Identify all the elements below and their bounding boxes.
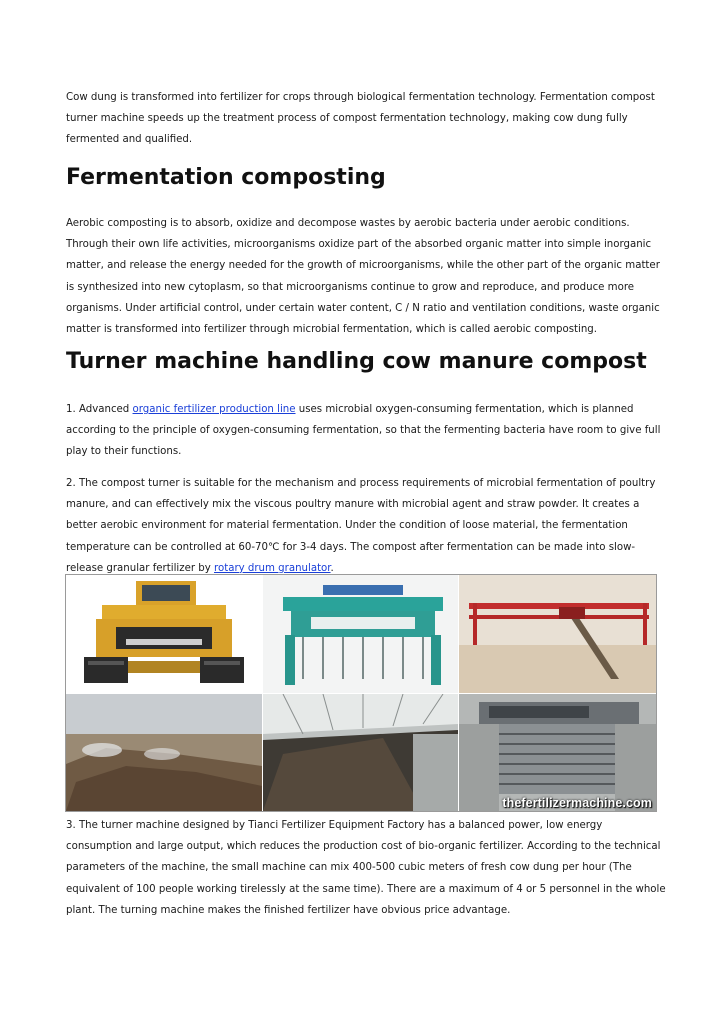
turner-paragraph-2 <box>66 473 666 579</box>
photo-green-groove-turner <box>263 575 458 693</box>
turner-paragraph-1 <box>66 399 666 463</box>
organic-fertilizer-line-link[interactable]: organic fertilizer production line <box>132 404 296 415</box>
turner-paragraph-3: 3. The turner machine designed by Tianci Fertilizer Equipment Factory has a balanced power, low energy consumption and large output, which reduces the production cost of bio-organic fertilizer. According to the technical parameters of the machine, the small machine can mix 400-500 cubic meters of fresh cow dung per hour (The equivalent of 100 people working tirelessly at the same time). There are a maximum of 4 or 5 personnel in the whole plant. The turning machine makes the finished fertilizer have obvious price advantage. <box>66 820 666 916</box>
photo-yellow-crawler-turner <box>66 575 262 693</box>
intro-paragraph: Cow dung is transformed into fertilizer for crops through biological fermentation technology. Fermentation compost turner machine speeds up the treatment process of compost fermentation technology, making cow dung fully fermented and qualified. <box>66 92 655 146</box>
photo-greenhouse-fermentation <box>263 694 458 811</box>
photo-windrow-compost <box>66 694 262 811</box>
p2-suffix: . <box>330 562 334 574</box>
fermentation-paragraph: Aerobic composting is to absorb, oxidize and decompose wastes by aerobic bacteria under aerobic conditions. Through their own life activities, microorganisms oxidize part of the absorbed organic matter into simple inorganic matter, and release the energy needed for the growth of microorganisms, while the other part of the organic matter is synthesized into new cytoplasm, so that microorganisms continue to grow and reproduce, and produce more organisms. Under artificial control, under certain water content, C / N ratio and ventilation conditions, waste organic matter is transformed into fertilizer through microbial fermentation, which is called aerobic composting. <box>66 218 660 336</box>
p1-prefix: 1. Advanced <box>66 404 133 415</box>
turner-photo-collage <box>65 574 657 812</box>
photo-red-chain-plate-turner <box>459 575 656 693</box>
section-heading-fermentation: Fermentation composting <box>66 165 386 190</box>
section-heading-turner: Turner machine handling cow manure compost <box>66 349 647 374</box>
p1-suffix: uses microbial oxygen-consuming fermentation, which is planned according to the principle of oxygen-consuming fermentation, so that the fermenting bacteria have room to give full play to their functions. <box>66 404 661 458</box>
rotary-drum-granulator-link[interactable]: rotary drum granulator <box>214 562 331 574</box>
photo-chain-turner-tank <box>459 694 656 811</box>
watermark-text: thefertilizermachine.com <box>502 796 652 810</box>
p2-text: 2. The compost turner is suitable for the mechanism and process requirements of microbial fermentation of poultry manure, and can effectively mix the viscous poultry manure with microbial agent and straw powder. It creates a better aerobic environment for material fermentation. Under the condition of loose material, the fermentation temperature can be controlled at 60-70℃ for 3-4 days. The compost after fermentation can be made into slow-release granular fertilizer by <box>66 478 656 574</box>
